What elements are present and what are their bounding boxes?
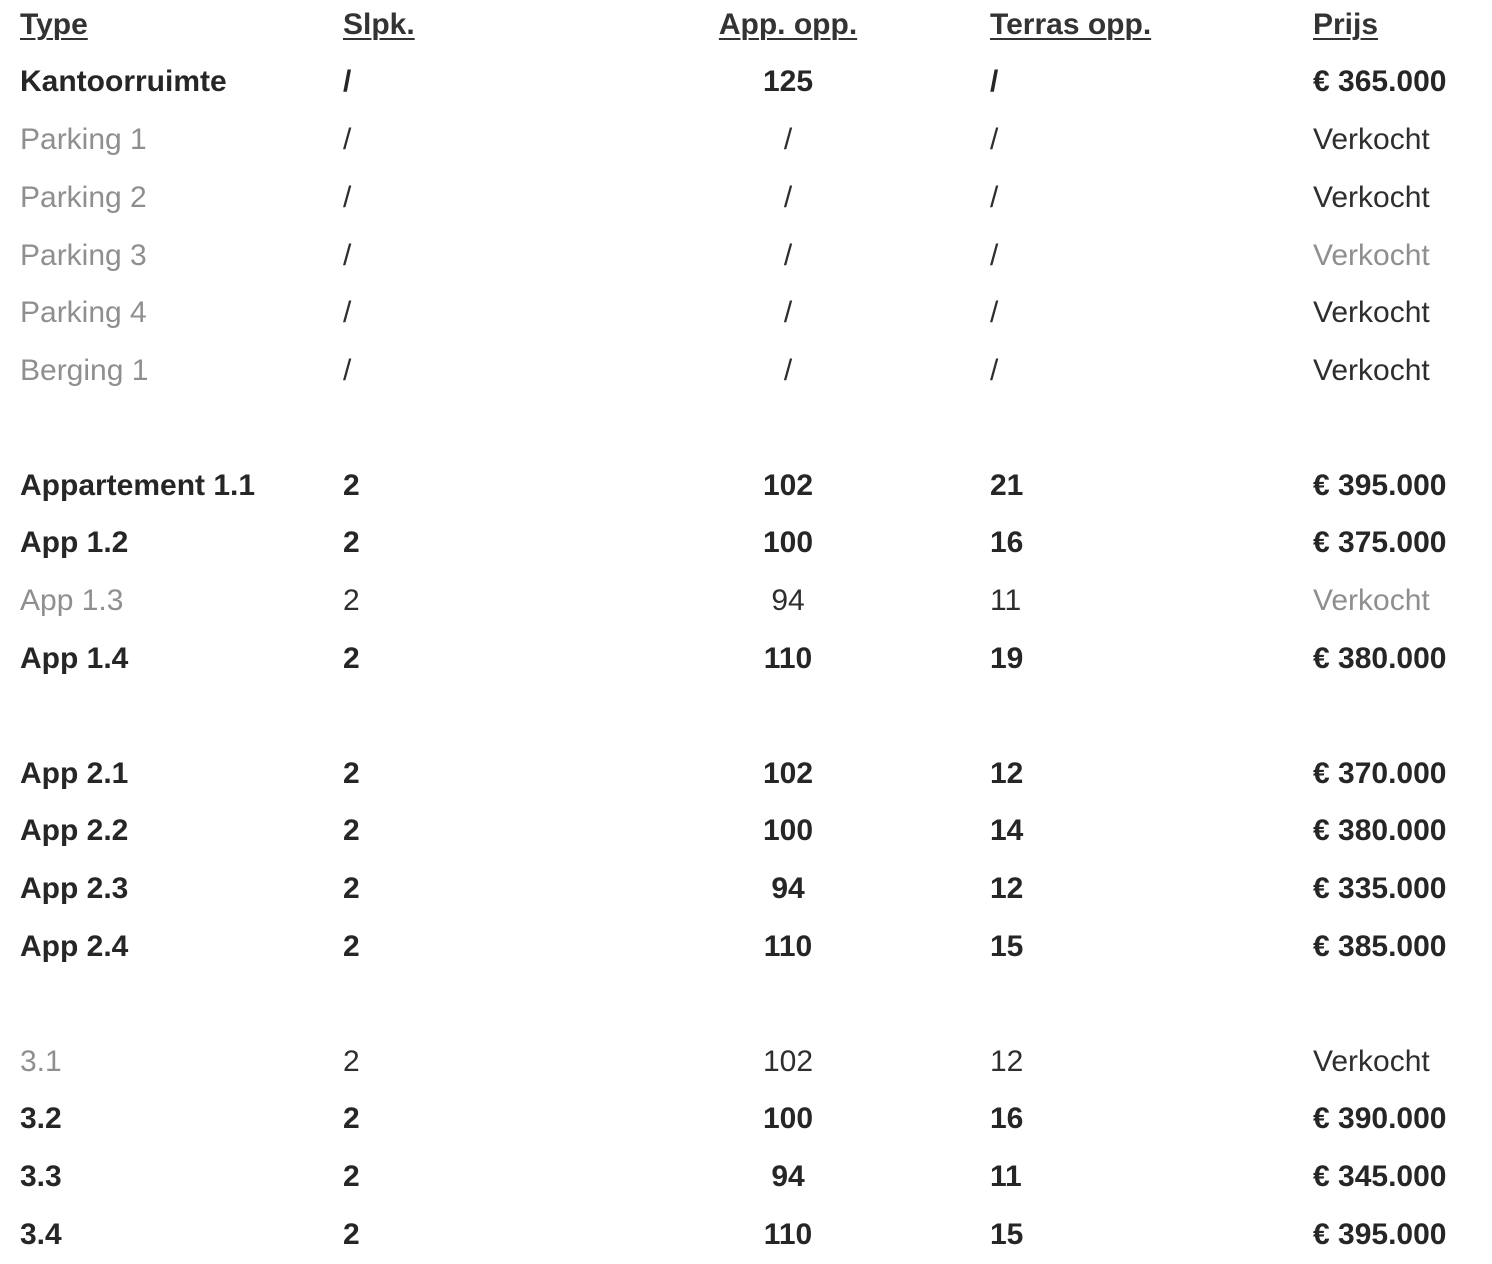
cell-prijs: Verkocht: [1313, 584, 1430, 617]
table-row: [0, 1148, 1492, 1206]
cell-terras-opp: 14: [990, 814, 1024, 847]
cell-slpk: /: [343, 181, 352, 214]
cell-prijs: € 385.000: [1313, 930, 1447, 963]
cell-prijs: Verkocht: [1313, 1045, 1430, 1078]
table-row: [0, 457, 1492, 515]
cell-terras-opp: 16: [990, 1102, 1024, 1135]
cell-slpk: 2: [343, 1160, 360, 1193]
table-row: [0, 342, 1492, 400]
cell-type: App 2.3: [20, 872, 129, 905]
table-row: [0, 284, 1492, 342]
cell-terras-opp: 12: [990, 872, 1024, 905]
cell-prijs: Verkocht: [1313, 181, 1430, 214]
table-row: [0, 111, 1492, 169]
table-row: [0, 1090, 1492, 1148]
cell-app-opp: 100: [762, 526, 814, 559]
cell-type: App 2.2: [20, 814, 129, 847]
cell-type: 3.1: [20, 1045, 62, 1078]
cell-type: App 1.2: [20, 526, 129, 559]
cell-type: Parking 3: [20, 239, 147, 272]
cell-app-opp: 94: [771, 872, 805, 905]
cell-app-opp: 94: [771, 1160, 805, 1193]
cell-app-opp: /: [783, 123, 793, 156]
cell-slpk: /: [343, 239, 352, 272]
cell-slpk: /: [343, 354, 352, 387]
table-row: [0, 572, 1492, 630]
cell-slpk: 2: [343, 814, 360, 847]
cell-terras-opp: 11: [990, 584, 1022, 617]
cell-type: App 2.4: [20, 930, 129, 963]
table-row: [0, 802, 1492, 860]
cell-type: 3.2: [20, 1102, 62, 1135]
table-row: [0, 53, 1492, 111]
cell-slpk: /: [343, 123, 352, 156]
cell-app-opp: 102: [762, 757, 814, 790]
cell-type: App 2.1: [20, 757, 129, 790]
cell-prijs: € 380.000: [1313, 642, 1447, 675]
cell-type: 3.3: [20, 1160, 62, 1193]
cell-slpk: 2: [343, 584, 360, 617]
cell-type: Kantoorruimte: [20, 65, 227, 98]
cell-terras-opp: /: [990, 65, 999, 98]
cell-prijs: Verkocht: [1313, 296, 1430, 329]
cell-slpk: 2: [343, 1102, 360, 1135]
header-prijs[interactable]: Prijs: [1313, 8, 1379, 41]
cell-slpk: 2: [343, 757, 360, 790]
table-row: [0, 745, 1492, 803]
cell-prijs: € 390.000: [1313, 1102, 1447, 1135]
cell-app-opp: 102: [762, 469, 814, 502]
cell-terras-opp: 15: [990, 1218, 1024, 1251]
cell-app-opp: /: [783, 181, 793, 214]
cell-slpk: 2: [343, 526, 360, 559]
cell-terras-opp: 11: [990, 1160, 1022, 1193]
cell-prijs: € 380.000: [1313, 814, 1447, 847]
table-row: [0, 1206, 1492, 1264]
cell-terras-opp: 12: [990, 757, 1024, 790]
cell-type: Berging 1: [20, 354, 149, 387]
cell-slpk: 2: [343, 872, 360, 905]
cell-prijs: € 395.000: [1313, 469, 1447, 502]
header-app-opp[interactable]: App. opp.: [718, 8, 858, 41]
cell-slpk: 2: [343, 469, 360, 502]
cell-type: Parking 1: [20, 123, 147, 156]
cell-prijs: € 335.000: [1313, 872, 1447, 905]
cell-type: Appartement 1.1: [20, 469, 256, 502]
table-row: [0, 169, 1492, 227]
cell-slpk: 2: [343, 930, 360, 963]
cell-type: App 1.4: [20, 642, 129, 675]
cell-prijs: € 345.000: [1313, 1160, 1447, 1193]
cell-terras-opp: 16: [990, 526, 1024, 559]
cell-slpk: 2: [343, 642, 360, 675]
table-row: [0, 918, 1492, 976]
cell-terras-opp: 12: [990, 1045, 1024, 1078]
cell-terras-opp: 21: [990, 469, 1024, 502]
cell-slpk: 2: [343, 1045, 360, 1078]
cell-slpk: /: [343, 65, 352, 98]
cell-app-opp: 125: [762, 65, 814, 98]
cell-app-opp: /: [783, 296, 793, 329]
cell-prijs: Verkocht: [1313, 239, 1430, 272]
cell-app-opp: 110: [763, 1218, 813, 1251]
cell-app-opp: /: [783, 354, 793, 387]
header-terras-opp[interactable]: Terras opp.: [990, 8, 1152, 41]
table-row: [0, 514, 1492, 572]
cell-terras-opp: 15: [990, 930, 1024, 963]
table-row: [0, 1033, 1492, 1091]
cell-prijs: € 375.000: [1313, 526, 1447, 559]
header-type[interactable]: Type: [20, 8, 88, 41]
cell-app-opp: 102: [762, 1045, 814, 1078]
cell-app-opp: 100: [762, 1102, 814, 1135]
cell-app-opp: 110: [763, 642, 813, 675]
cell-app-opp: 100: [762, 814, 814, 847]
cell-prijs: € 370.000: [1313, 757, 1447, 790]
cell-terras-opp: 19: [990, 642, 1024, 675]
cell-terras-opp: /: [990, 239, 999, 272]
cell-terras-opp: /: [990, 296, 999, 329]
cell-prijs: Verkocht: [1313, 354, 1430, 387]
cell-slpk: 2: [343, 1218, 360, 1251]
cell-terras-opp: /: [990, 123, 999, 156]
header-row: [0, 0, 1492, 54]
cell-prijs: Verkocht: [1313, 123, 1430, 156]
cell-type: App 1.3: [20, 584, 124, 617]
cell-app-opp: 94: [771, 584, 805, 617]
cell-slpk: /: [343, 296, 352, 329]
header-slpk[interactable]: Slpk.: [343, 8, 415, 41]
cell-prijs: € 395.000: [1313, 1218, 1447, 1251]
cell-app-opp: 110: [763, 930, 813, 963]
table-row: [0, 860, 1492, 918]
table-row: [0, 630, 1492, 688]
cell-terras-opp: /: [990, 354, 999, 387]
cell-terras-opp: /: [990, 181, 999, 214]
cell-type: Parking 4: [20, 296, 147, 329]
table-row: [0, 227, 1492, 285]
cell-prijs: € 365.000: [1313, 65, 1447, 98]
cell-app-opp: /: [783, 239, 793, 272]
cell-type: 3.4: [20, 1218, 62, 1251]
cell-type: Parking 2: [20, 181, 147, 214]
